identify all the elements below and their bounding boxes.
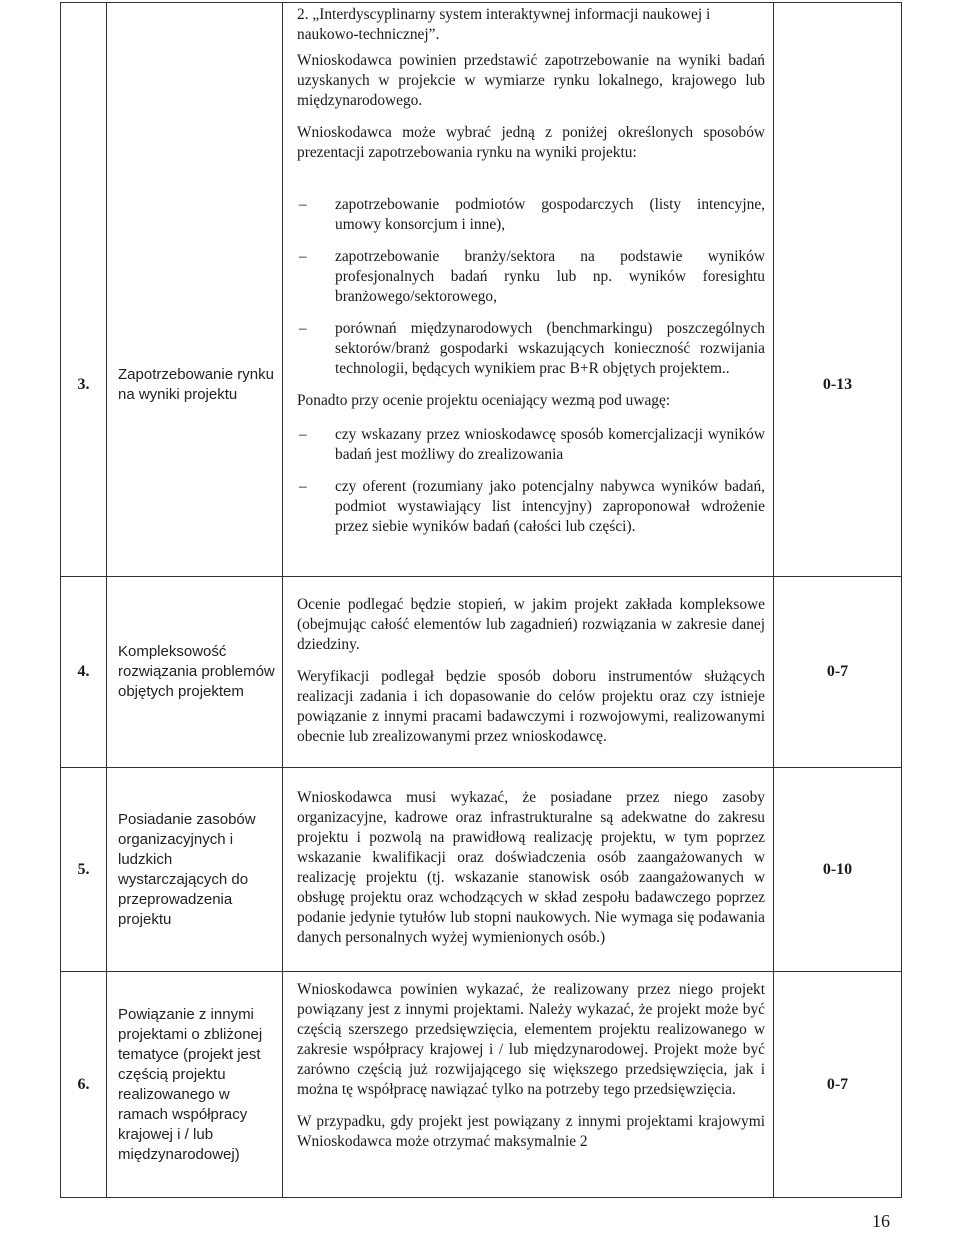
description-cell (283, 972, 774, 1198)
list-item-text: czy oferent (rozumiany jako potencjalny nabywca wyników badań, podmiot wystawiający list intencyjny) zaproponował wdrożenie przez siebie wyników badań (całości lub części). (335, 477, 765, 535)
row-number: 4. (61, 577, 107, 768)
table-row-continuation (61, 3, 902, 195)
description-cell (283, 3, 774, 195)
points-value: 0-13 (774, 195, 902, 577)
row-number: 5. (61, 768, 107, 972)
points-cell (774, 3, 902, 195)
list-item-text: porównań międzynarodowych (benchmarkingu) poszczególnych sektorów/branż gospodarki wskazujących konieczność rozwijania technologii, będących wynikiem prac B+R objętych projektem.. (335, 319, 765, 377)
paragraph: Ponadto przy ocenie projektu oceniający wezmą pod uwagę: (297, 391, 671, 409)
paragraph: Weryfikacji podlegał będzie sposób doboru instrumentów służących realizacji zadania i ich dopasowanie do celów projektu oraz czy istnieje powiązanie z innymi pracami badawczymi i rozwojowymi, realizowanymi obecnie lub zrealizowanymi przez wnioskodawcę. (297, 667, 765, 745)
criterion-label: Zapotrzebowanie rynku na wyniki projektu (107, 195, 283, 577)
paragraph: W przypadku, gdy projekt jest powiązany z innymi projektami krajowymi Wnioskodawca może otrzymać maksymalnie 2 (297, 1113, 765, 1150)
dash-icon: – (299, 319, 307, 337)
page-number: 16 (872, 1211, 890, 1231)
criterion-label: Powiązanie z innymi projektami o zbliżonej tematyce (projekt jest częścią projektu realizowanego w ramach współpracy krajowej i / lub międzynarodowej) (107, 972, 283, 1198)
row-number-cell (61, 3, 107, 195)
list-item-text: czy wskazany przez wnioskodawcę sposób komercjalizacji wyników badań jest możliwy do zrealizowania (335, 425, 765, 463)
paragraph: Wnioskodawca może wybrać jedną z poniżej określonych sposobów prezentacji zapotrzebowania rynku na wyniki projektu: (297, 124, 765, 161)
table-row-5 (61, 768, 902, 972)
criteria-table (60, 2, 902, 1198)
paragraph: Wnioskodawca musi wykazać, że posiadane przez niego zasoby organizacyjne, kadrowe oraz infrastrukturalne są adekwatne do zakresu projektu i pozwolą na prawidłową realizację projektu, w tym poprzez wskazanie kwalifikacji oraz doświadczenia osób zaangażowanych w realizację projektu (tj. wskazanie stanowisk osób zaangażowanych w obsługę projektu oraz wchodzących w skład zespołu badawczego poprzez podanie jedynie tytułów lub stopni naukowych. Nie wymaga się podawania danych personalnych wyżej wymienionych osób.) (297, 789, 765, 946)
bullet-list (297, 195, 765, 379)
list-item (297, 319, 765, 379)
bullet-list (297, 425, 765, 537)
table-row-3 (61, 195, 902, 577)
description-cell (283, 768, 774, 972)
list-item (297, 247, 765, 307)
table-row-4 (61, 577, 902, 768)
dash-icon: – (299, 195, 307, 213)
points-value: 0-7 (774, 972, 902, 1198)
row-number: 6. (61, 972, 107, 1198)
dash-icon: – (299, 247, 307, 265)
table-row-6 (61, 972, 902, 1198)
row-number: 3. (61, 195, 107, 577)
points-value: 0-7 (774, 577, 902, 768)
paragraph: Wnioskodawca powinien wykazać, że realizowany przez niego projekt powiązany jest z innymi projektami. Należy wykazać, że projekt może być częścią szerszego przedsięwzięcia, elementem projektu realizowanego w zakresie współpracy krajowej i / lub międzynarodowej. Projekt może być zarówno częścią już rozwijającego się większego przedsięwzięcia, jak i można tę współpracę nawiązać tylko na potrzeby tego przedsięwzięcia. (297, 981, 765, 1098)
list-item-2: 2. „Interdyscyplinarny system interaktywnej informacji naukowej i naukowo-technicznej”. (297, 6, 711, 43)
list-item (297, 425, 765, 465)
list-item-text: zapotrzebowanie branży/sektora na podstawie wyników profesjonalnych badań rynku lub np. wyników foresightu branżowego/sektorowego, (335, 247, 765, 305)
criterion-cell (107, 3, 283, 195)
dash-icon: – (299, 425, 307, 443)
points-value: 0-10 (774, 768, 902, 972)
description-cell (283, 195, 774, 577)
paragraph: Wnioskodawca powinien przedstawić zapotrzebowanie na wyniki badań uzyskanych w projekcie w wymiarze rynku lokalnego, krajowego lub międzynarodowego. (297, 52, 765, 109)
criterion-label: Kompleksowość rozwiązania problemów objętych projektem (107, 577, 283, 768)
list-item (297, 477, 765, 537)
criterion-label: Posiadanie zasobów organizacyjnych i ludzkich wystarczających do przeprowadzenia projektu (107, 768, 283, 972)
list-item (297, 195, 765, 235)
paragraph: Ocenie podlegać będzie stopień, w jakim projekt zakłada kompleksowe (obejmując całość elementów lub zagadnień) rozwiązania w zakresie danej dziedziny. (297, 595, 765, 653)
description-cell (283, 577, 774, 768)
list-item-text: zapotrzebowanie podmiotów gospodarczych (listy intencyjne, umowy konsorcjum i inne), (335, 195, 765, 233)
dash-icon: – (299, 477, 307, 495)
